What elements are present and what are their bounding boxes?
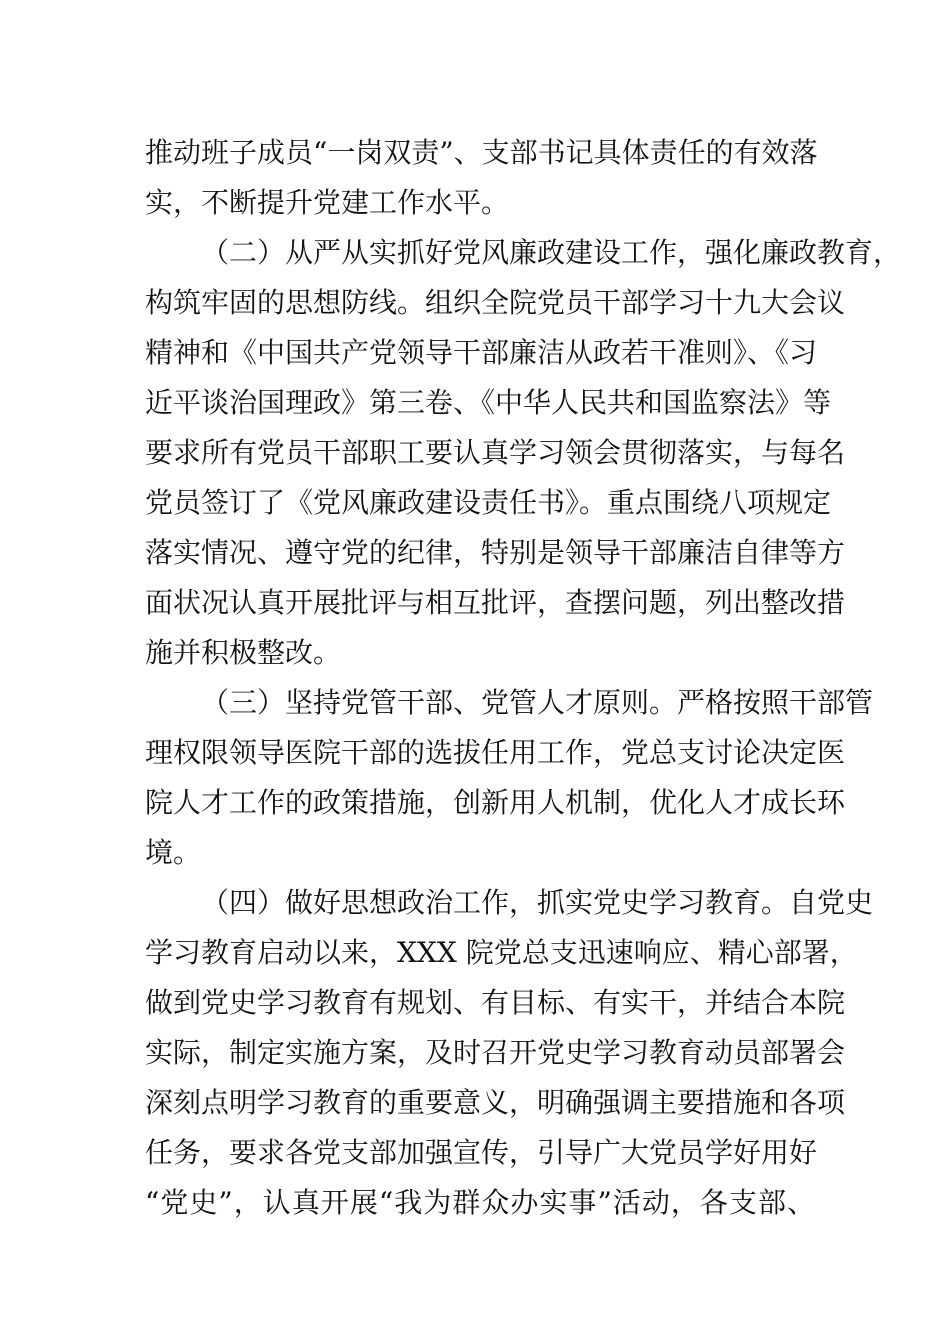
text-line: 做到党史学习教育有规划、有目标、有实干，并结合本院 [145, 986, 846, 1019]
text-line: 院人才工作的政策措施，创新用人机制，优化人才成长环 [145, 786, 846, 819]
text-line: 落实情况、遵守党的纪律，特别是领导干部廉洁自律等方 [145, 536, 846, 569]
paragraph-heading-line: （四）做好思想政治工作，抓实党史学习教育。自党史 [201, 886, 874, 919]
text-line: 理权限领导医院干部的选拔任用工作，党总支讨论决定医 [145, 736, 846, 769]
text-line: 推动班子成员“一岗双责”、支部书记具体责任的有效落 [145, 136, 818, 169]
text-line: 近平谈治国理政》第三卷、《中华人民共和国监察法》等 [145, 386, 832, 419]
paragraph-heading-line: （二）从严从实抓好党风廉政建设工作，强化廉政教育， [201, 236, 902, 269]
text-line: 面状况认真开展批评与相互批评，查摆问题，列出整改措 [145, 586, 846, 619]
text-line: 党员签订了《党风廉政建设责任书》。重点围绕八项规定 [145, 486, 832, 519]
text-line: 实，不断提升党建工作水平。 [145, 186, 510, 219]
text-line: 实际，制定实施方案，及时召开党史学习教育动员部署会 [145, 1036, 846, 1069]
text-line: 构筑牢固的思想防线。组织全院党员干部学习十九大会议 [145, 286, 846, 319]
paragraph-heading-line: （三）坚持党管干部、党管人才原则。严格按照干部管 [201, 686, 874, 719]
text-line: 深刻点明学习教育的重要意义，明确强调主要措施和各项 [145, 1086, 846, 1119]
text-line: “党史”，认真开展“我为群众办实事”活动，各支部、 [145, 1186, 815, 1219]
text-line: 施并积极整改。 [145, 636, 342, 669]
text-line: 境。 [145, 836, 202, 869]
text-line: 学习教育启动以来，XXX 院党总支迅速响应、精心部署， [145, 936, 858, 969]
text-line: 精神和《中国共产党领导干部廉洁从政若干准则》、《习 [145, 336, 818, 369]
text-line: 要求所有党员干部职工要认真学习领会贯彻落实，与每名 [145, 436, 846, 469]
text-line: 任务，要求各党支部加强宣传，引导广大党员学好用好 [145, 1136, 818, 1169]
